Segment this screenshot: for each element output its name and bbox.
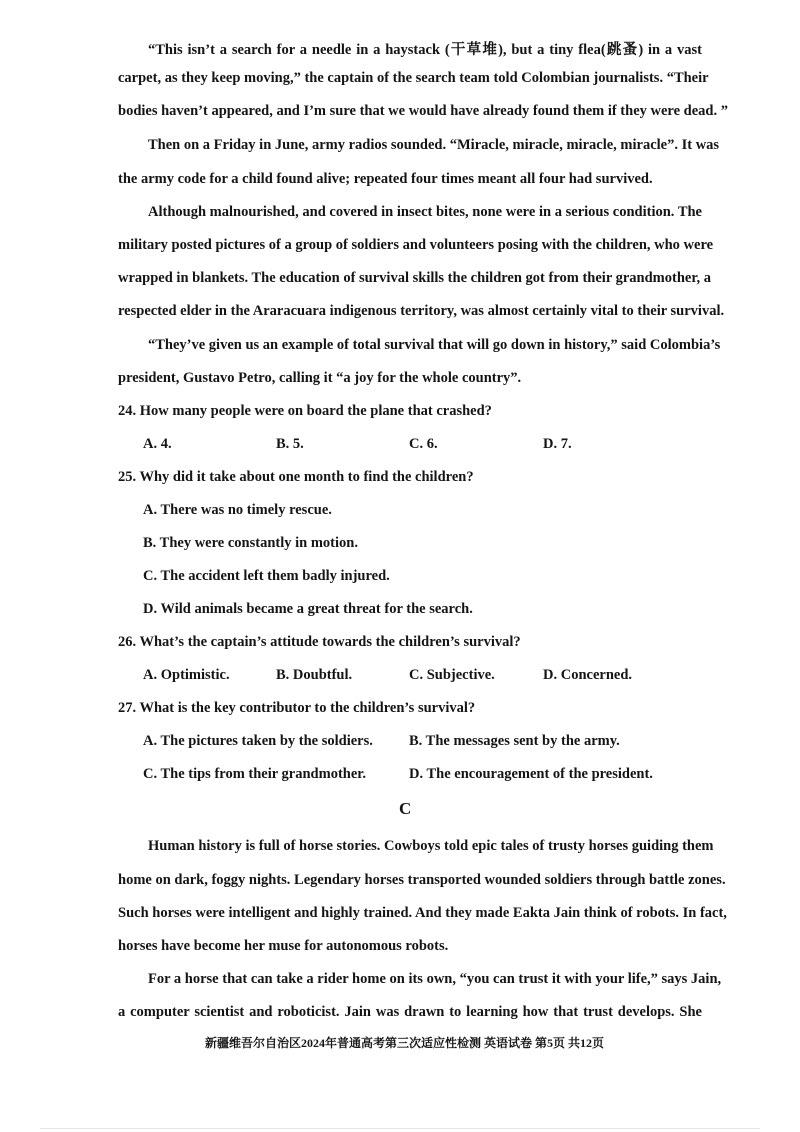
question-25-option-c: C. The accident left them badly injured. [143, 568, 390, 584]
section-c-p1-line1: Human history is full of horse stories. Cowboys told epic tales of trusty horses guiding them [148, 838, 714, 854]
question-26-option-a: A. Optimistic. [143, 667, 230, 683]
page-footer: 新疆维吾尔自治区2024年普通高考第三次适应性检测 英语试卷 第5页 共12页 [205, 1036, 605, 1050]
passage-b-p4-line2: president, Gustavo Petro, calling it “a joy for the whole country”. [118, 370, 522, 386]
section-c-p2-line1: For a horse that can take a rider home on its own, “you can trust it with your life,” says Jain, [148, 971, 722, 987]
question-27-stem: 27. What is the key contributor to the children’s survival? [118, 700, 476, 716]
passage-b-p1-line3: bodies haven’t appeared, and I’m sure that we would have already found them if they were dead. ” [118, 103, 728, 119]
section-c-p1-line2: home on dark, foggy nights. Legendary horses transported wounded soldiers through battle zones. [118, 872, 726, 888]
section-c-p1-line4: horses have become her muse for autonomous robots. [118, 938, 449, 954]
question-24-option-a: A. 4. [143, 436, 172, 452]
passage-b-p3-line4: respected elder in the Araracuara indigenous territory, was almost certainly vital to their survival. [118, 303, 725, 319]
question-25-stem: 25. Why did it take about one month to find the children? [118, 469, 474, 485]
question-27-option-a: A. The pictures taken by the soldiers. [143, 733, 373, 749]
question-25-option-b: B. They were constantly in motion. [143, 535, 358, 551]
passage-b-p4-line1: “They’ve given us an example of total survival that will go down in history,” said Colombia’s [148, 337, 721, 353]
passage-b-p2-line2: the army code for a child found alive; repeated four times meant all four had survived. [118, 171, 653, 187]
question-26-option-c: C. Subjective. [409, 667, 495, 683]
passage-b-p1-line2: carpet, as they keep moving,” the captain of the search team told Colombian journalists. “Their [118, 70, 709, 86]
question-27-option-d: D. The encouragement of the president. [409, 766, 653, 782]
passage-b-p1-line1: “This isn’t a search for a needle in a haystack (干草堆), but a tiny flea(跳蚤) in a vast [148, 42, 702, 58]
bottom-divider [40, 1128, 760, 1129]
passage-b-p3-line2: military posted pictures of a group of soldiers and volunteers posing with the children, who were [118, 237, 714, 253]
passage-b-p3-line1: Although malnourished, and covered in insect bites, none were in a serious condition. The [148, 204, 702, 220]
question-24-option-b: B. 5. [276, 436, 304, 452]
question-27-option-c: C. The tips from their grandmother. [143, 766, 367, 782]
question-24-option-c: C. 6. [409, 436, 438, 452]
question-27-option-b: B. The messages sent by the army. [409, 733, 620, 749]
section-c-heading: C [399, 799, 412, 818]
question-26-option-b: B. Doubtful. [276, 667, 353, 683]
section-c-p1-line3: Such horses were intelligent and highly trained. And they made Eakta Jain think of robots. In fact, [118, 905, 727, 921]
question-25-option-a: A. There was no timely rescue. [143, 502, 332, 518]
question-26-stem: 26. What’s the captain’s attitude towards the children’s survival? [118, 634, 521, 650]
passage-b-p3-line3: wrapped in blankets. The education of survival skills the children got from their grandmother, a [118, 270, 711, 286]
question-25-option-d: D. Wild animals became a great threat for the search. [143, 601, 473, 617]
question-26-option-d: D. Concerned. [543, 667, 633, 683]
passage-b-p2-line1: Then on a Friday in June, army radios sounded. “Miracle, miracle, miracle, miracle”. It was [148, 137, 720, 153]
section-c-p2-line2: a computer scientist and roboticist. Jain was drawn to learning how that trust develops. She [118, 1004, 702, 1020]
question-24-option-d: D. 7. [543, 436, 572, 452]
question-24-stem: 24. How many people were on board the plane that crashed? [118, 403, 492, 419]
